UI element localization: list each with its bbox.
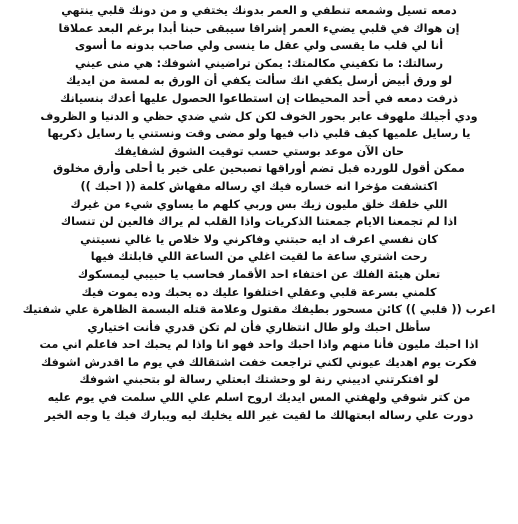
text-line-9: حان الآن موعد بوستي حسب توقيت الشوق لشفايفك (113, 144, 405, 158)
text-line-17: كلمني بسرعة قلبي وعقلي اختلفوا عليك ده يحبك وده يموت فيك (81, 285, 437, 299)
text-line-23: من كتر شوقي ولهفتي المس ايديك اروح اسلم علي اللي سلمت في يوم عليه (47, 391, 471, 405)
text-line-13: اذا لم تجمعنا الايام جمعتنا الذكريات واذا القلب لم يراك فالعين لن تنساك (60, 215, 458, 229)
text-line-11: اكتشفت مؤخرا انه خساره فيك اي رساله مفهاش كلمة (( احبك )) (80, 179, 438, 193)
text-line-3: أنا لي قلب ما يقسى ولي عقل ما ينسى ولي صاحب بدونه ما أسوى (74, 39, 444, 53)
text-line-7: ودي أجيلك ملهوف عابر بحور الخوف لكن كل شي ضدي حظي و الدنيا و الظروف (40, 109, 478, 123)
text-line-21: فكرت يوم اهديك عيوني لكني تراجعت خفت اشتقالك في يوم ما اقدرش اشوفك (41, 355, 477, 369)
text-line-14: كان نفسي اعرف اد ايه حبتني وفاكرني ولا خلاص يا غالي نسيتني (80, 232, 438, 246)
text-line-18: اعرب (( قلبي )) كائن مسحور بطيفك مقتول وعلامة قتله البسمة الظاهرة علي شفتيك (22, 303, 496, 317)
text-line-15: رحت اشتري ساعة ما لقيت اغلي من الساعة اللي قابلتك فيها (90, 250, 428, 264)
text-line-16: تعلن هيئة الفلك عن اختفاء احد الأقمار فحاسب يا حبيبي ليمسكوك (77, 267, 441, 281)
text-line-22: لو افتكرتني ادييني رنة لو وحشتك ابعتلي رسالة لو بتحبني اشوفك (79, 373, 439, 387)
text-line-19: سأظل احبك ولو طال انتظاري فأن لم تكن قدري فأنت اختياري (87, 320, 431, 334)
text-line-10: ممكن أقول للورده قبل تضم أوراقها تصبحين على خير يا أحلى وأرق مخلوق (53, 162, 465, 176)
text-line-12: اللي خلقك خلق مليون زيك بس وربي كلهم ما يساوي شيء من غيرك (70, 197, 448, 211)
text-line-1: دمعه تسيل وشمعه تنطفي و العمر بدونك يختفي و من دونك قلبي ينتهي (61, 4, 457, 17)
text-line-2: إن هواك في قلبي يضيء العمر إشراقا سيبقى حبنا أبدا برغم البعد عملاقا (58, 21, 460, 35)
text-line-24: دورت علي رساله ابعتهالك ما لقيت غير الله يخليك ليه ويبارك فيك يا وجه الخير (44, 408, 474, 422)
text-line-4: رسالتك: ما تكفيني مكالمتك: يمكن تراضيني اشوفك: هي منى عيني (74, 56, 444, 70)
text-line-6: ذرفت دمعه في أحد المحيطات إن استطاعوا الحصول عليها أعدك بنسيانك (60, 91, 458, 105)
text-line-20: اذا احبك مليون فأنا منهم واذا احبك واحد فهو انا واذا لم يحبك احد فاعلم اني مت (39, 338, 479, 352)
text-line-8: يا رسايل علميها كيف قلبي ذاب فيها ولو مضى وقت ونستني يا رسايل ذكريها (47, 127, 471, 141)
text-line-5: لو ورق أبيض أرسل يكفي انك سألت يكفي أن الورق به لمسة من ايديك (65, 74, 453, 88)
